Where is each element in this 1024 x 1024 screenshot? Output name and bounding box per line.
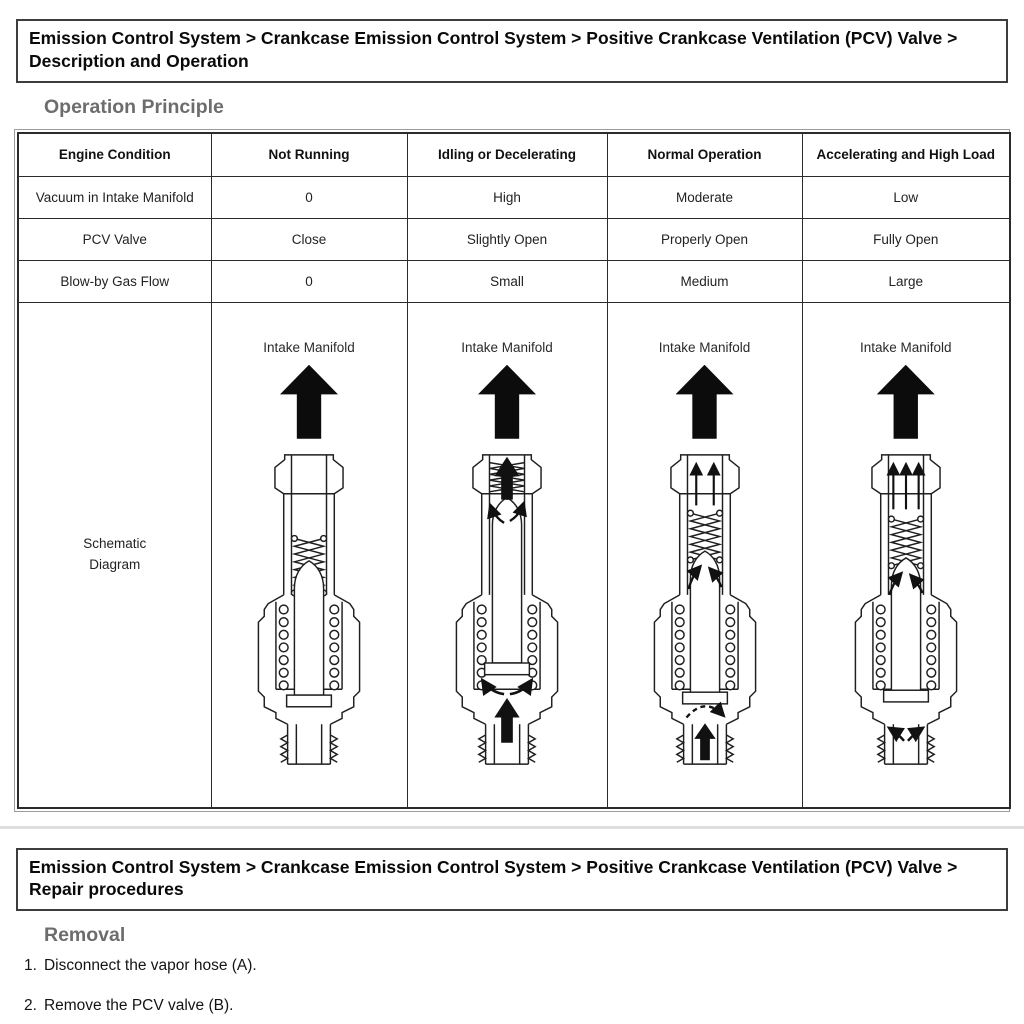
up-arrow-icon [478, 365, 536, 439]
pcv-idling: Slightly Open [407, 219, 607, 261]
breadcrumb-repair-procedures: Emission Control System > Crankcase Emission Control System > Positive Crankcase Ventilation (PCV) Valve > Repair procedures [16, 848, 1008, 912]
blowby-not-running: 0 [211, 261, 407, 303]
step-number: 1. [24, 957, 37, 974]
removal-heading: Removal [44, 924, 126, 946]
removal-step-1 [24, 957, 1024, 975]
table-row-schematic [18, 303, 1010, 808]
row-label-vacuum: Vacuum in Intake Manifold [18, 177, 211, 219]
gas-flow-up-arrow [694, 723, 715, 760]
row-label-blow-by: Blow-by Gas Flow [18, 261, 211, 303]
schematic-cell-not-running [211, 303, 407, 808]
up-arrow-icon [877, 365, 935, 439]
pcv-valve-schematic-accelerating [833, 449, 979, 770]
step-number: 2. [24, 997, 37, 1014]
schematic-cell-idling [407, 303, 607, 808]
removal-step-2 [24, 997, 1024, 1015]
column-header-engine-condition: Engine Condition [18, 133, 211, 177]
intake-manifold-label: Intake Manifold [859, 339, 952, 355]
row-label-schematic-diagram: Schematic Diagram [18, 303, 211, 808]
pcv-valve-schematic-idling [434, 449, 580, 770]
column-header-idling-or-decelerating: Idling or Decelerating [407, 133, 607, 177]
pcv-accelerating: Fully Open [802, 219, 1010, 261]
table-row-vacuum [18, 177, 1010, 219]
operation-principle-heading: Operation Principle [44, 95, 224, 118]
intake-manifold-label: Intake Manifold [658, 339, 751, 355]
table-row-pcv-valve [18, 219, 1010, 261]
section-divider [0, 826, 1024, 829]
step-text: Disconnect the vapor hose (A). [43, 957, 257, 974]
operation-principle-table-frame [14, 129, 1010, 812]
intake-manifold-label: Intake Manifold [461, 339, 553, 355]
removal-steps-list [24, 957, 1024, 1015]
schematic-cell-accelerating [802, 303, 1010, 808]
pcv-normal: Properly Open [607, 219, 802, 261]
row-label-pcv-valve: PCV Valve [18, 219, 211, 261]
blowby-accelerating: Large [802, 261, 1010, 303]
intake-manifold-label: Intake Manifold [263, 339, 355, 355]
pcv-not-running: Close [211, 219, 407, 261]
vacuum-accelerating: Low [802, 177, 1010, 219]
column-header-accelerating-high-load: Accelerating and High Load [802, 133, 1010, 177]
vacuum-normal: Moderate [607, 177, 802, 219]
operation-principle-table [17, 132, 1011, 809]
pcv-valve-schematic-not-running [236, 449, 382, 770]
step-text: Remove the PCV valve (B). [43, 997, 234, 1014]
schematic-cell-normal [607, 303, 802, 808]
up-arrow-icon [280, 365, 338, 439]
gas-flow-up-arrow [494, 698, 519, 743]
table-header-row [18, 133, 1010, 177]
blowby-normal: Medium [607, 261, 802, 303]
up-arrow-icon [676, 365, 734, 439]
column-header-normal-operation: Normal Operation [607, 133, 802, 177]
vacuum-idling: High [407, 177, 607, 219]
table-row-blow-by [18, 261, 1010, 303]
vacuum-not-running: 0 [211, 177, 407, 219]
pcv-valve-schematic-normal [632, 449, 778, 770]
breadcrumb-description-and-operation: Emission Control System > Crankcase Emission Control System > Positive Crankcase Ventilation (PCV) Valve > Description and Operation [16, 19, 1008, 83]
blowby-idling: Small [407, 261, 607, 303]
column-header-not-running: Not Running [211, 133, 407, 177]
